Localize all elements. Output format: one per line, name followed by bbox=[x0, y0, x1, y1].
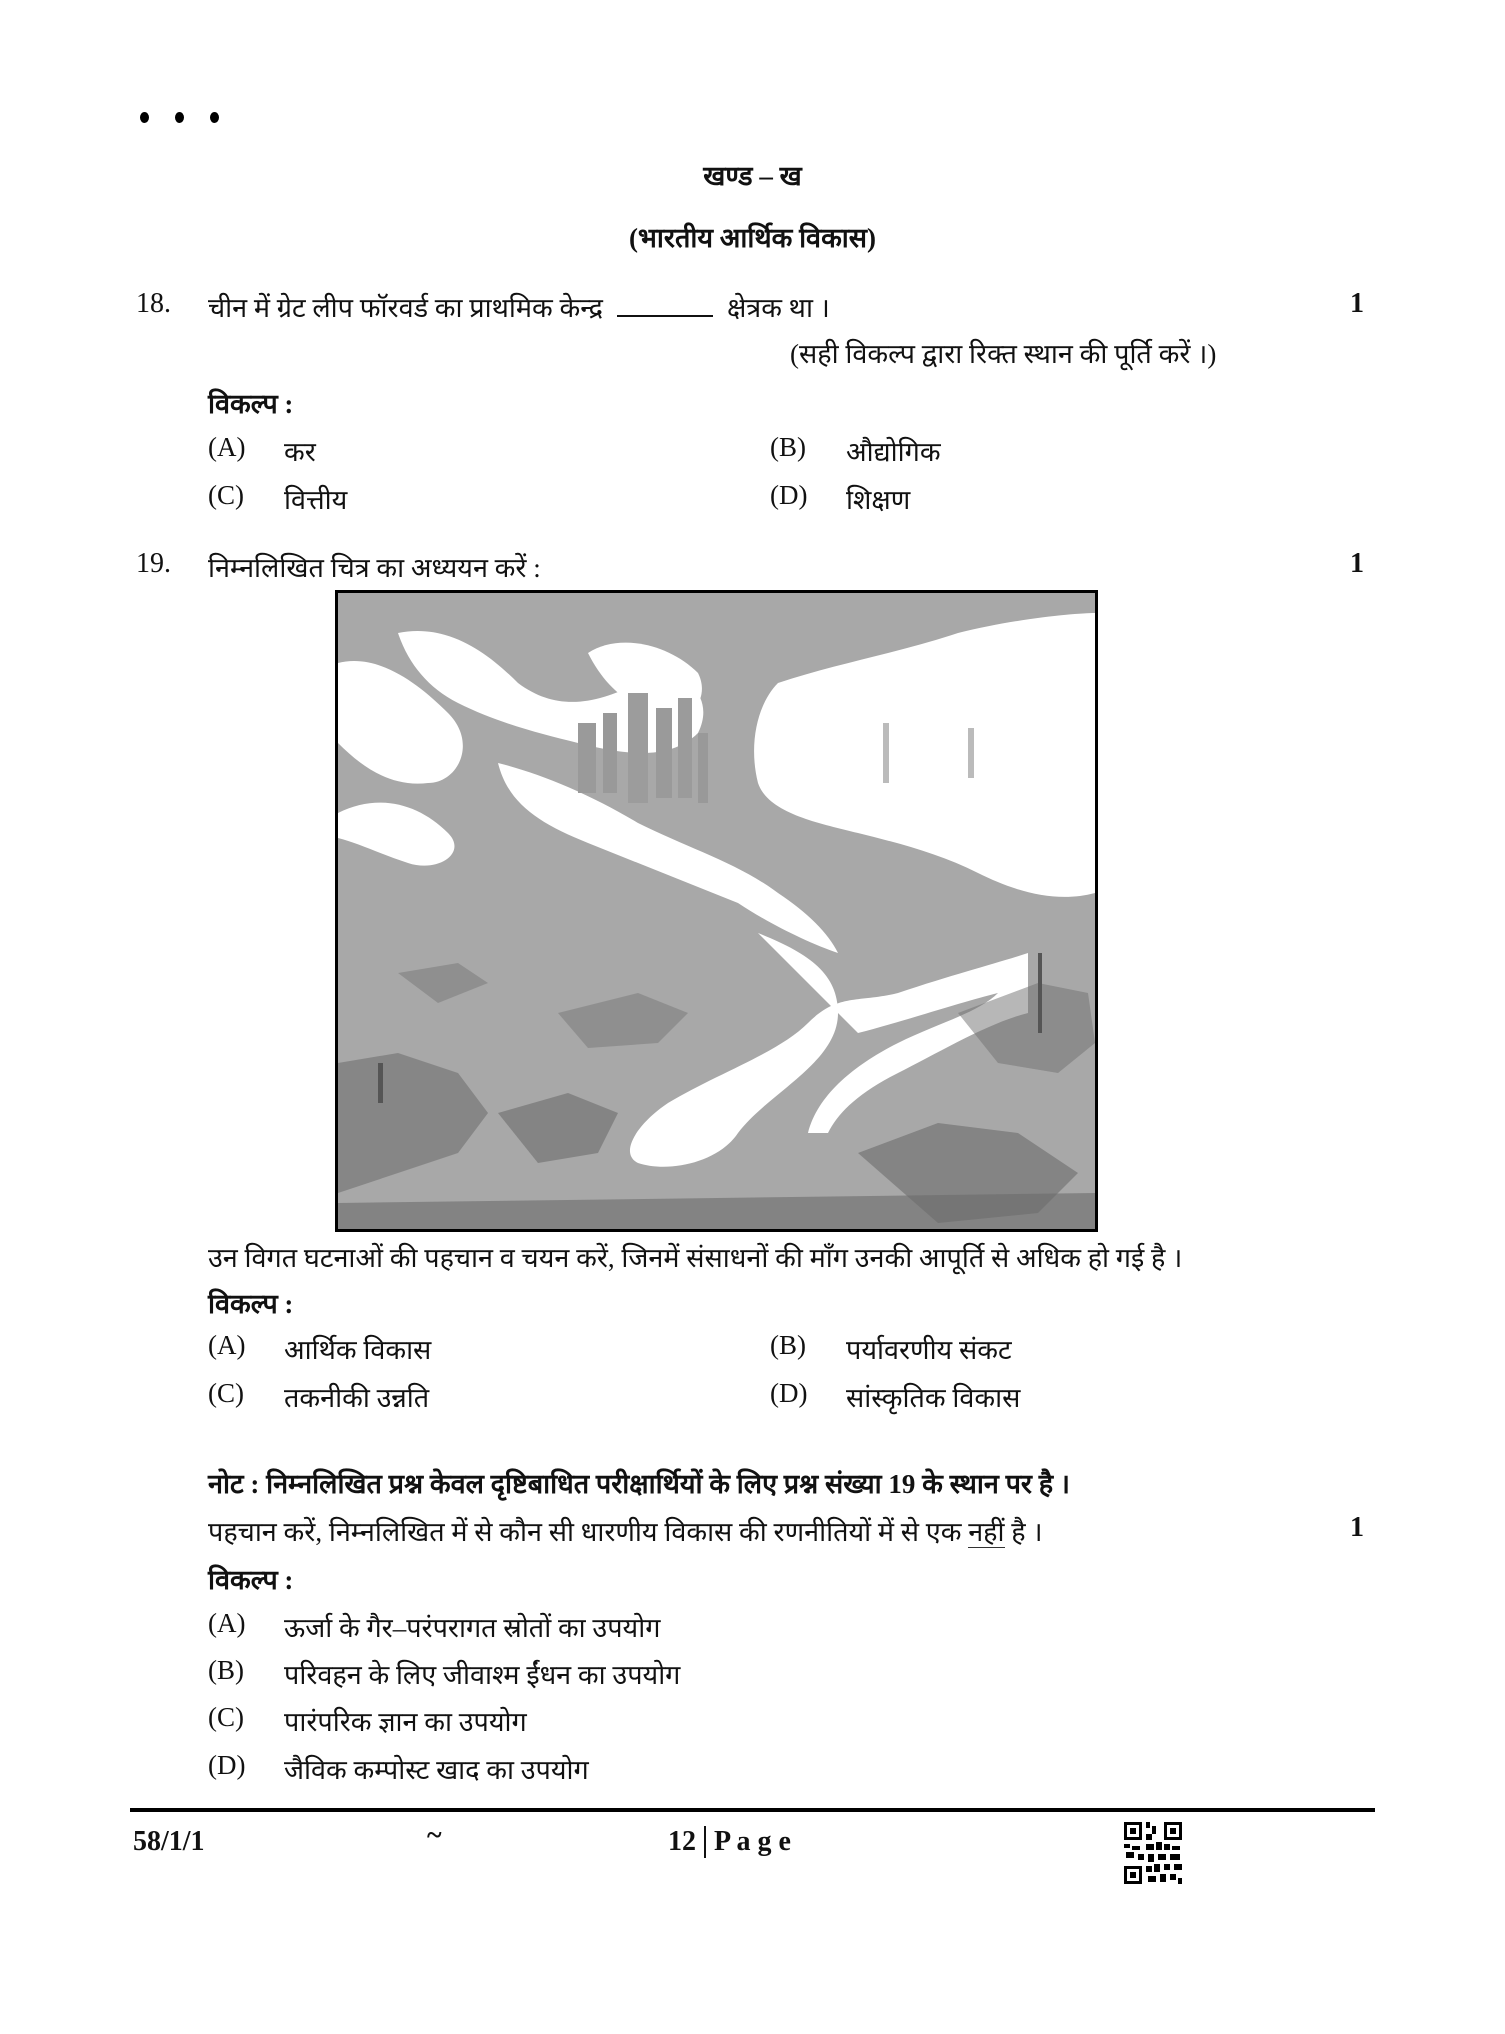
option-18-d[interactable] bbox=[770, 480, 910, 517]
option-19-c[interactable] bbox=[208, 1378, 429, 1415]
question-18-marks: 1 bbox=[1350, 288, 1364, 319]
question-18-text-after: क्षेत्रक था । bbox=[726, 293, 830, 323]
section-title: खण्ड – ख bbox=[703, 161, 802, 191]
option-text: औद्योगिक bbox=[846, 437, 941, 467]
option-18-b[interactable] bbox=[770, 432, 941, 469]
option-text: आर्थिक विकास bbox=[284, 1335, 432, 1365]
option-19-b[interactable] bbox=[770, 1330, 1012, 1367]
emphasis-not: नहीं bbox=[968, 1517, 1005, 1547]
footer-divider bbox=[130, 1808, 1375, 1812]
question-19-marks: 1 bbox=[1350, 548, 1364, 579]
option-label: (A) bbox=[208, 1330, 246, 1360]
option-text: पारंपरिक ज्ञान का उपयोग bbox=[284, 1707, 527, 1737]
option-text: पर्यावरणीय संकट bbox=[846, 1335, 1012, 1365]
note-question-text-after: है । bbox=[1011, 1517, 1043, 1547]
page-number bbox=[668, 1826, 791, 1858]
option-note-d[interactable] bbox=[208, 1750, 589, 1787]
page-label: P a g e bbox=[714, 1826, 791, 1857]
option-text: शिक्षण bbox=[846, 485, 911, 515]
option-label: (B) bbox=[770, 432, 806, 462]
option-label: (A) bbox=[208, 1608, 246, 1638]
option-note-c[interactable] bbox=[208, 1702, 527, 1739]
note-question-marks: 1 bbox=[1350, 1512, 1364, 1543]
option-text: जैविक कम्पोस्ट खाद का उपयोग bbox=[284, 1755, 589, 1785]
paper-code: 58/1/1 bbox=[133, 1826, 205, 1857]
option-label: (A) bbox=[208, 432, 246, 462]
option-text: ऊर्जा के गैर–परंपरागत स्रोतों का उपयोग bbox=[284, 1613, 661, 1643]
note-visually-impaired: नोट : निम्नलिखित प्रश्न केवल दृष्टिबाधित परीक्षार्थियों के लिए प्रश्न संख्या 19 के स्थान पर है । bbox=[208, 1469, 1071, 1499]
subject-title: (भारतीय आर्थिक विकास) bbox=[628, 223, 877, 253]
option-18-c[interactable] bbox=[208, 480, 347, 517]
page-separator bbox=[704, 1826, 706, 1858]
page-number-value: 12 bbox=[668, 1826, 696, 1857]
options-heading: विकल्प : bbox=[208, 1289, 294, 1319]
option-label: (D) bbox=[208, 1750, 246, 1780]
option-label: (C) bbox=[208, 1378, 244, 1408]
question-19-prompt: उन विगत घटनाओं की पहचान व चयन करें, जिनमें संसाधनों की माँग उनकी आपूर्ति से अधिक हो गई है । bbox=[208, 1243, 1183, 1273]
question-18-instruction: (सही विकल्प द्वारा रिक्त स्थान की पूर्ति करें ।) bbox=[790, 339, 1217, 369]
options-heading: विकल्प : bbox=[208, 389, 294, 419]
dot-icon bbox=[210, 112, 219, 123]
option-text: परिवहन के लिए जीवाश्म ईंधन का उपयोग bbox=[284, 1660, 681, 1690]
pollution-scene-icon bbox=[338, 593, 1095, 1229]
dot-icon bbox=[140, 112, 149, 123]
question-19-text: निम्नलिखित चित्र का अध्ययन करें : bbox=[208, 553, 541, 583]
option-19-a[interactable] bbox=[208, 1330, 431, 1367]
qr-code-icon bbox=[1122, 1820, 1184, 1886]
option-label: (C) bbox=[208, 1702, 244, 1732]
option-text: तकनीकी उन्नति bbox=[284, 1383, 430, 1413]
question-18-text bbox=[208, 288, 830, 325]
option-19-d[interactable] bbox=[770, 1378, 1020, 1415]
option-label: (D) bbox=[770, 1378, 808, 1408]
option-note-b[interactable] bbox=[208, 1655, 680, 1692]
option-label: (B) bbox=[208, 1655, 244, 1685]
note-question-text-before: पहचान करें, निम्नलिखित में से कौन सी धारणीय विकास की रणनीतियों में से एक bbox=[208, 1517, 962, 1547]
option-text: सांस्कृतिक विकास bbox=[846, 1383, 1021, 1413]
options-heading: विकल्प : bbox=[208, 1565, 294, 1595]
option-label: (B) bbox=[770, 1330, 806, 1360]
option-note-a[interactable] bbox=[208, 1608, 660, 1645]
option-text: कर bbox=[284, 437, 316, 467]
question-number-19: 19. bbox=[136, 548, 171, 579]
question-18-text-before: चीन में ग्रेट लीप फॉरवर्ड का प्राथमिक केन्द्र bbox=[208, 293, 603, 323]
option-18-a[interactable] bbox=[208, 432, 316, 469]
footer-tilde: ~ bbox=[427, 1820, 442, 1851]
dot-icon bbox=[175, 112, 184, 123]
note-question-text bbox=[208, 1512, 1043, 1549]
fill-in-blank bbox=[617, 291, 713, 317]
option-text: वित्तीय bbox=[284, 485, 348, 515]
option-label: (C) bbox=[208, 480, 244, 510]
option-label: (D) bbox=[770, 480, 808, 510]
decorative-dots bbox=[140, 112, 219, 123]
industrial-pollution-photo bbox=[335, 590, 1098, 1232]
question-number-18: 18. bbox=[136, 288, 171, 319]
